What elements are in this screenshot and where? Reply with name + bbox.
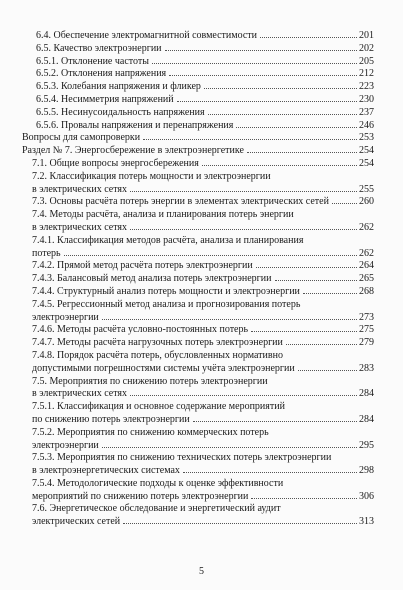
toc-entry-page: 265: [359, 273, 374, 285]
toc-entry: [22, 350, 374, 376]
toc-entry-title-line: 7.6. Энергетическое обследование и энергетический аудит: [32, 503, 281, 515]
toc-entry-title: 6.5.2. Отклонения напряжения: [36, 68, 167, 80]
toc-entry-title: 7.1. Общие вопросы энергосбережения: [32, 157, 199, 169]
toc-entry-page: 260: [359, 196, 374, 208]
toc-entry-title: 6.5. Качество электроэнергии: [36, 42, 162, 54]
table-of-contents: [22, 30, 374, 529]
dot-leader: [102, 319, 357, 320]
toc-entry: [22, 158, 374, 171]
toc-entry: [22, 94, 374, 107]
toc-entry: [22, 81, 374, 94]
toc-entry-title-line: 7.4.8. Порядок расчёта потерь, обусловленных нормативно: [32, 349, 283, 361]
toc-entry-title-line: 7.4. Методы расчёта, анализа и планирования потерь энергии: [32, 209, 294, 221]
toc-entry: [22, 30, 374, 43]
toc-entry-page: 279: [359, 337, 374, 349]
toc-entry-page: 254: [359, 145, 374, 157]
toc-entry-title: мероприятий по снижению потерь электроэнергии: [32, 490, 249, 502]
dot-leader: [251, 331, 357, 332]
toc-entry-page: 284: [359, 388, 374, 400]
dot-leader: [169, 75, 357, 76]
toc-entry-title: 7.3. Основы расчёта потерь энергии в элементах электрических сетей: [32, 196, 329, 208]
toc-entry: [22, 478, 374, 504]
toc-entry: [22, 503, 374, 529]
dot-leader: [202, 165, 357, 166]
toc-entry-page: 262: [359, 221, 374, 233]
dot-leader: [102, 447, 357, 448]
toc-entry-title: 7.4.3. Балансовый метод анализа потерь электроэнергии: [32, 273, 272, 285]
dot-leader: [303, 293, 357, 294]
dot-leader: [143, 139, 357, 140]
toc-entry: [22, 56, 374, 69]
toc-entry-page: 255: [359, 183, 374, 195]
toc-entry-title: 7.4.7. Методы расчёта нагрузочных потерь электроэнергии: [32, 337, 283, 349]
toc-entry-title: допустимыми погрешностями системы учёта электроэнергии: [32, 362, 295, 374]
toc-entry-title: 6.4. Обеспечение электромагнитной совместимости: [36, 30, 258, 41]
toc-entry-page: 306: [359, 490, 374, 502]
toc-entry-page: 237: [359, 106, 374, 118]
toc-entry-title-line: 7.2. Классификация потерь мощности и электроэнергии: [32, 170, 271, 182]
toc-entry-page: 295: [359, 439, 374, 451]
dot-leader: [165, 50, 357, 51]
toc-entry-page: 205: [359, 55, 374, 67]
toc-entry-title: в электрических сетях: [32, 221, 128, 233]
toc-entry-title: электроэнергии: [32, 311, 99, 323]
dot-leader: [177, 101, 357, 102]
toc-entry: [22, 337, 374, 350]
dot-leader: [332, 203, 357, 204]
toc-entry-title: в электрических сетях: [32, 388, 128, 400]
toc-entry-title: 6.5.6. Провалы напряжения и перенапряжения: [36, 119, 234, 131]
toc-entry: [22, 427, 374, 453]
toc-entry-title: 6.5.3. Колебания напряжения и фликер: [36, 81, 201, 93]
toc-entry: [22, 452, 374, 478]
toc-entry-page: 230: [359, 93, 374, 105]
toc-entry-page: 264: [359, 260, 374, 272]
dot-leader: [298, 370, 357, 371]
toc-entry: [22, 145, 374, 158]
toc-entry-title-line: 7.5.3. Мероприятия по снижению технических потерь электроэнергии: [32, 452, 332, 464]
toc-entry-page: 262: [359, 247, 374, 259]
dot-leader: [251, 498, 357, 499]
dot-leader: [256, 267, 357, 268]
dot-leader: [286, 344, 357, 345]
toc-entry-title: 6.5.4. Несимметрия напряжений: [36, 93, 174, 105]
toc-entry-page: 254: [359, 157, 374, 169]
toc-entry-page: 313: [359, 516, 374, 528]
dot-leader: [204, 88, 357, 89]
toc-entry-title: 6.5.5. Несинусоидальность напряжения: [36, 106, 205, 118]
toc-entry-title-line: 7.5.1. Классификация и основное содержание мероприятий: [32, 401, 285, 413]
toc-entry-title: 7.4.2. Прямой метод расчёта потерь электроэнергии: [32, 260, 253, 272]
dot-leader: [208, 114, 357, 115]
toc-entry-page: 253: [359, 132, 374, 144]
dot-leader: [183, 472, 357, 473]
toc-entry: [22, 171, 374, 197]
toc-entry: [22, 376, 374, 402]
dot-leader: [193, 421, 357, 422]
toc-entry-page: 246: [359, 119, 374, 131]
toc-entry: [22, 286, 374, 299]
toc-entry: [22, 324, 374, 337]
toc-entry-title: 6.5.1. Отклонение частоты: [36, 55, 149, 67]
toc-entry: [22, 299, 374, 325]
dot-leader: [130, 395, 357, 396]
toc-entry-title: 7.4.4. Структурный анализ потерь мощности и электроэнергии: [32, 285, 300, 297]
toc-entry-title-line: 7.4.1. Классификация методов расчёта, анализа и планирования: [32, 234, 304, 246]
toc-entry-title: потерь: [32, 247, 61, 259]
toc-entry: [22, 43, 374, 56]
toc-entry-title: Вопросы для самопроверки: [22, 132, 141, 144]
toc-entry-page: 201: [359, 30, 374, 41]
toc-entry-page: 298: [359, 465, 374, 477]
toc-entry-title: в электроэнергетических системах: [32, 465, 180, 477]
toc-entry: [22, 196, 374, 209]
toc-entry: [22, 235, 374, 261]
toc-entry: [22, 68, 374, 81]
toc-entry-title: по снижению потерь электроэнергии: [32, 413, 190, 425]
toc-entry-title-line: 7.5. Мероприятия по снижению потерь электроэнергии: [32, 375, 268, 387]
dot-leader: [64, 255, 357, 256]
toc-entry-page: 273: [359, 311, 374, 323]
dot-leader: [275, 280, 358, 281]
toc-entry-page: 283: [359, 362, 374, 374]
toc-entry-title-line: 7.4.5. Регрессионный метод анализа и прогнозирования потерь: [32, 298, 301, 310]
toc-entry-title: 7.4.6. Методы расчёта условно-постоянных потерь: [32, 324, 249, 336]
toc-entry-title-line: 7.5.4. Методологические подходы к оценке эффективности: [32, 477, 284, 489]
toc-entry-page: 223: [359, 81, 374, 93]
toc-entry-title: Раздел № 7. Энергосбережение в электроэнергетике: [22, 145, 244, 157]
toc-entry: [22, 273, 374, 286]
toc-entry: [22, 120, 374, 133]
toc-entry-title: электроэнергии: [32, 439, 99, 451]
dot-leader: [247, 152, 357, 153]
dot-leader: [130, 191, 357, 192]
dot-leader: [130, 229, 357, 230]
toc-entry: [22, 209, 374, 235]
toc-entry-page: 202: [359, 42, 374, 54]
toc-entry-page: 275: [359, 324, 374, 336]
toc-entry-title-line: 7.5.2. Мероприятия по снижению коммерческих потерь: [32, 426, 269, 438]
toc-entry: [22, 401, 374, 427]
toc-entry: [22, 132, 374, 145]
page-number: 5: [199, 566, 204, 577]
dot-leader: [236, 127, 357, 128]
toc-entry-page: 212: [359, 68, 374, 80]
dot-leader: [260, 37, 357, 38]
toc-entry: [22, 260, 374, 273]
toc-entry-title: электрических сетей: [32, 516, 121, 528]
toc-entry: [22, 107, 374, 120]
dot-leader: [123, 523, 357, 524]
dot-leader: [152, 63, 357, 64]
toc-entry-page: 268: [359, 285, 374, 297]
toc-entry-page: 284: [359, 413, 374, 425]
toc-entry-title: в электрических сетях: [32, 183, 128, 195]
